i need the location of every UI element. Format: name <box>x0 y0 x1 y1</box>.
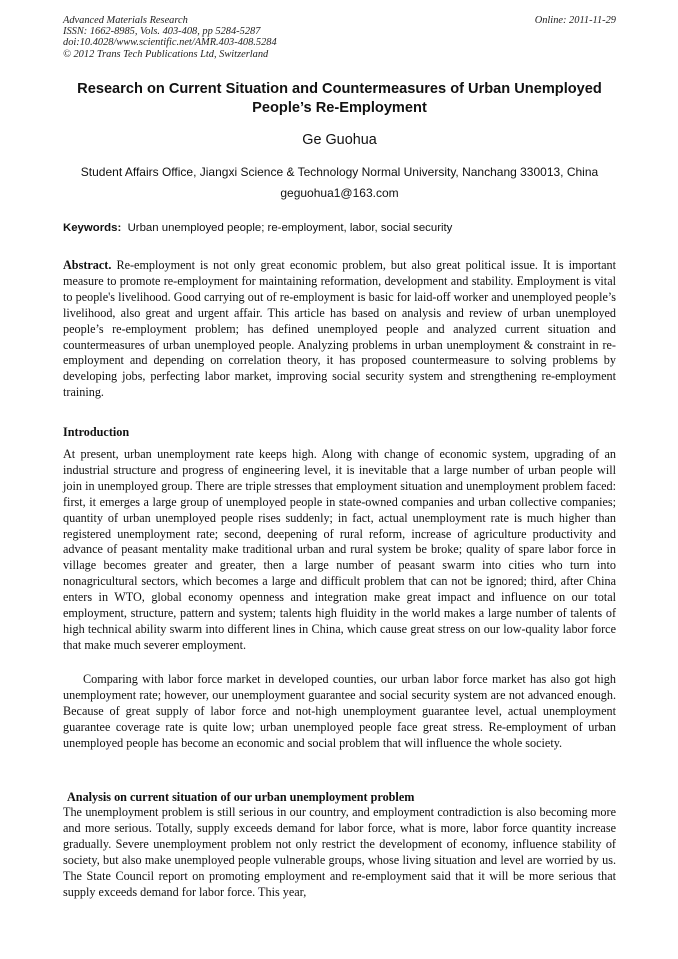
author-email: geguohua1@163.com <box>280 186 399 200</box>
online-date: Online: 2011-11-29 <box>534 15 616 26</box>
analysis-paragraph-1: The unemployment problem is still serious in our country, and employment contradiction is also becoming more and more serious. Totally, supply exceeds demand for labor force, what is more, labor force quantity increase gradually. Severe unemployment problem not only restrict the development of economy, influence stability of society, but also make unemployed people vulnerable groups, whose living situation and level are worried by us. The State Council report on promoting employment and re-employment said that it will be more serious that supply exceeds demand for labor force. This year, <box>63 805 616 899</box>
abstract-label: Abstract. <box>63 258 112 272</box>
copyright-line: © 2012 Trans Tech Publications Ltd, Switzerland <box>63 48 269 60</box>
introduction-paragraph-1: At present, urban unemployment rate keeps high. Along with change of economic system, upgrading of an industrial structure and progress of engineering level, it is inevitable that a large number of urban people will join in unemployed group. There are triple stresses that employment situation and unemployment problem faced: first, it emerges a large group of unemployed people in state-owned companies and urban collective companies; quantity of urban unemployed people rises suddenly; in fact, actual unemployment rate is much higher than registered unemployment rate; second, deepening of rural reform, increase of agriculture productivity and advance of peasant mentality make traditional urban and rural system be broke; quality of spare labor force in village becomes greater and greater, then a large number of peasant swarm into cities who turn into nonagricultural sectors, which becomes a large and difficult problem that can not be ignored; third, after China enters in WTO, global economy openness and integration make great impact and influence on our total employment, structure, pattern and system; talents high fluidity in the world makes a large number of talents of high technical ability swarm into different lines in China, which cause great stress on our low-quality labor force that make much severer employment. <box>63 447 616 652</box>
author-name: Ge Guohua <box>302 132 377 148</box>
abstract <box>63 258 616 401</box>
keywords-label: Keywords: <box>63 222 122 234</box>
keywords <box>63 221 616 236</box>
author-affiliation: Student Affairs Office, Jiangxi Science & Technology Normal University, Nanchang 330013, China <box>80 165 599 179</box>
issn-line: ISSN: 1662-8985, Vols. 403-408, pp 5284-5287 <box>63 26 261 38</box>
doi-line: doi:10.4028/www.scientific.net/AMR.403-408.5284 <box>63 37 277 49</box>
journal-name: Advanced Materials Research <box>63 15 188 26</box>
journal-header <box>63 15 616 60</box>
introduction-paragraph-2: Comparing with labor force market in developed counties, our urban labor force market has also got high unemployment rate; however, our unemployment guarantee and social security system are not advanced enough. Because of great supply of labor force and not-high unemployment guarantee level, actual unemployment guarantee coverage rate is quite low; urban unemployed people face great stress. Re-employment of urban unemployed people has become an economic and social problem that will influence the whole society. <box>63 672 616 750</box>
keywords-text: Urban unemployed people; re-employment, labor, social security <box>127 222 453 234</box>
paper-title: Research on Current Situation and Countermeasures of Urban Unemployed People’s Re-Employment <box>77 81 602 116</box>
abstract-text: Re-employment is not only great economic problem, but also great political issue. It is important measure to promote re-employment for maintaining reformation, development and stability. Employment is vital to people's livelihood. Good carrying out of re-employment is basic for laid-off worker and unemployed people’s livelihood, also great and urgent affair. This article has based on analysis and review of urban unemployed people’s re-employment problem; has defined unemployed people and analyzed current situation and countermeasures of urban unemployed people. Analyzing problems in urban unemployment & constraint in re-employment and depending on correlation theory, it has proposed countermeasure to solving problems by developing jobs, perfecting labor market, improving social security system and strengthening re-employment training. <box>63 258 617 400</box>
introduction-heading: Introduction <box>63 425 130 439</box>
analysis-heading: Analysis on current situation of our urban unemployment problem <box>67 790 415 804</box>
